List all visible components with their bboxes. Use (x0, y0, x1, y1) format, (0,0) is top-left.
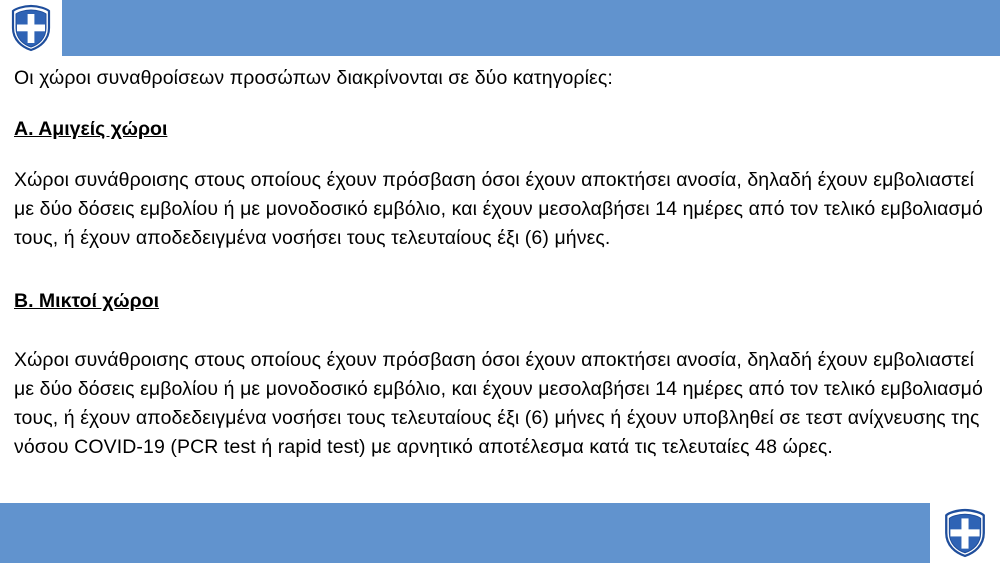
section-b-body: Χώροι συνάθροισης στους οποίους έχουν πρόσβαση όσοι έχουν αποκτήσει ανοσία, δηλαδή έχουν εμβολιαστεί με δύο δόσεις εμβολίου ή με μονοδοσικό εμβόλιο, και έχουν μεσολαβήσει 14 ημέρες από τον τελικό εμβολιασμό τους, ή έχουν αποδεδειγμένα νοσήσει τους τελευταίους έξι (6) μήνες ή έχουν υποβληθεί σε τεστ ανίχνευσης της νόσου COVID-19 (PCR test ή rapid test) με αρνητικό αποτέλεσμα κατά τις τελευταίες 48 ώρες. (14, 349, 983, 458)
bottom-emblem-container (930, 503, 1000, 563)
top-color-band (62, 0, 1000, 56)
slide-content (14, 58, 984, 462)
top-emblem-container (0, 0, 62, 56)
section-a-body: Χώροι συνάθροισης στους οποίους έχουν πρόσβαση όσοι έχουν αποκτήσει ανοσία, δηλαδή έχουν εμβολιαστεί με δύο δόσεις εμβολίου ή με μονοδοσικό εμβόλιο, και έχουν μεσολαβήσει 14 ημέρες από τον τελικό εμβολιασμό τους, ή έχουν αποδεδειγμένα νοσήσει τους τελευταίους έξι (6) μήνες. (14, 169, 983, 249)
greek-coat-of-arms-icon (9, 4, 53, 52)
greek-coat-of-arms-icon (942, 508, 988, 558)
bottom-color-band (0, 503, 1000, 563)
section-a-heading: Α. Αμιγείς χώροι (14, 118, 168, 140)
section-b-heading: Β. Μικτοί χώροι (14, 290, 160, 312)
lead-paragraph: Οι χώροι συναθροίσεων προσώπων διακρίνονται σε δύο κατηγορίες: (14, 67, 613, 89)
